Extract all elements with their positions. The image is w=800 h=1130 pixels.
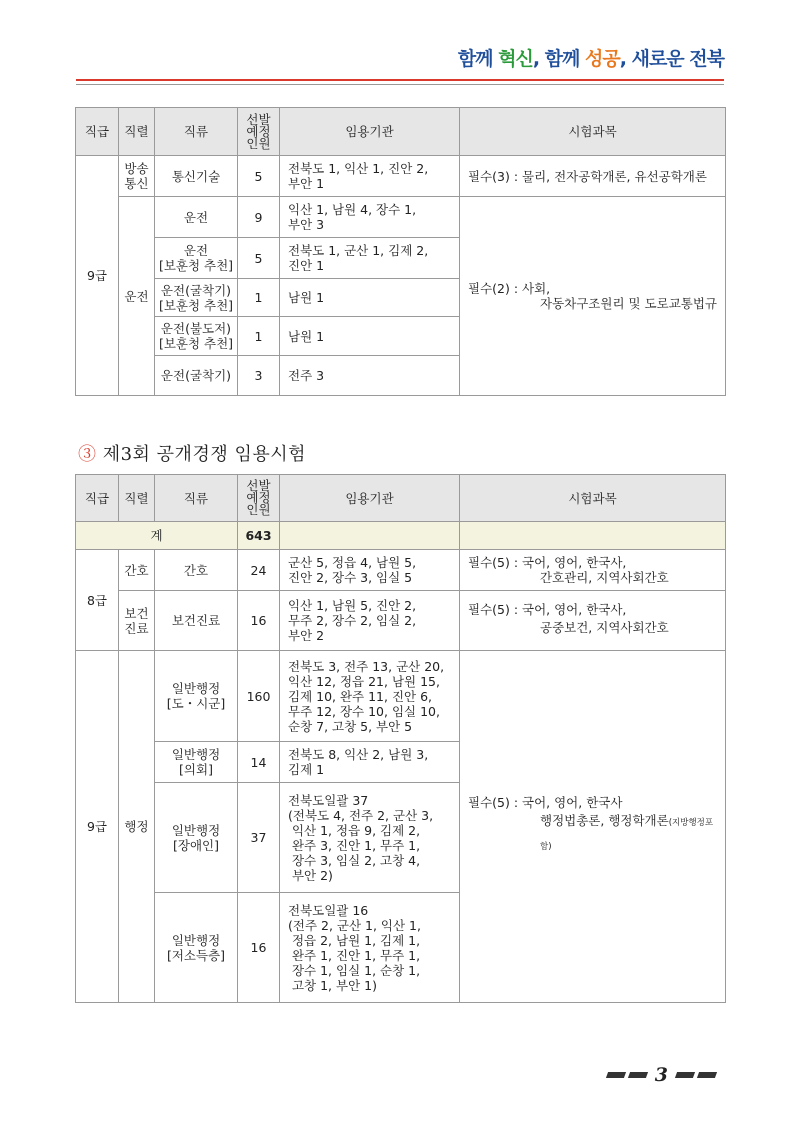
- count-cell: 16: [238, 591, 280, 651]
- org-cell: 전북도일괄 37 (전북도 4, 전주 2, 군산 3, 익산 1, 정읍 9, 김제 2, 완주 3, 진안 1, 무주 1, 장수 3, 임실 2, 고창 4, 부안 2): [280, 783, 460, 893]
- header-red-rule: [76, 79, 724, 81]
- header-subject: 시험과목: [460, 108, 726, 156]
- page-bar-decoration: [628, 1072, 648, 1078]
- org-cell: 전북도 3, 전주 13, 군산 20, 익산 12, 정읍 21, 남원 15, 김제 10, 완주 11, 진안 6, 무주 12, 장수 10, 임실 10, 순창 7, 고창 5, 부안 5: [280, 651, 460, 742]
- subject-cell: [460, 550, 726, 591]
- type-cell: 운전(굴착기) [보훈청 추천]: [155, 279, 238, 317]
- page-number: [605, 1064, 718, 1086]
- type-cell: 간호: [155, 550, 238, 591]
- series-cell: 운전: [119, 197, 155, 396]
- type-cell: 일반행정 [장애인]: [155, 783, 238, 893]
- subject-line: 필수(5) : 국어, 영어, 한국사,: [468, 555, 627, 570]
- type-cell: 보건진료: [155, 591, 238, 651]
- header-grade: 직급: [76, 475, 119, 522]
- type-cell: 일반행정 [의회]: [155, 742, 238, 783]
- count-cell: 24: [238, 550, 280, 591]
- count-cell: 9: [238, 197, 280, 238]
- header-type: 직류: [155, 475, 238, 522]
- header-series: 직렬: [119, 475, 155, 522]
- subject-cell: [460, 197, 726, 396]
- section-title: ③ 제3회 공개경쟁 임용시험: [78, 444, 306, 465]
- org-cell: 익산 1, 남원 5, 진안 2, 무주 2, 장수 2, 임실 2, 부안 2: [280, 591, 460, 651]
- total-subject: [460, 522, 726, 550]
- header-count: 선발 예정 인원: [238, 475, 280, 522]
- grade-cell: 9급: [76, 156, 119, 396]
- count-cell: 160: [238, 651, 280, 742]
- header-org: 임용기관: [280, 108, 460, 156]
- org-cell: 전북도 8, 익산 2, 남원 3, 김제 1: [280, 742, 460, 783]
- series-cell: 방송 통신: [119, 156, 155, 197]
- type-cell: 운전: [155, 197, 238, 238]
- grade-cell: 9급: [76, 651, 119, 1003]
- org-cell: 전북도 1, 군산 1, 김제 2, 진안 1: [280, 238, 460, 279]
- org-cell: 남원 1: [280, 317, 460, 356]
- header-grade: 직급: [76, 108, 119, 156]
- subject-cell: 필수(3) : 물리, 전자공학개론, 유선공학개론: [460, 156, 726, 197]
- subject-cell: [460, 591, 726, 651]
- org-cell: 익산 1, 남원 4, 장수 1, 부안 3: [280, 197, 460, 238]
- subject-line: 필수(5) : 국어, 영어, 한국사,: [468, 602, 627, 617]
- type-cell: 운전(불도저) [보훈청 추천]: [155, 317, 238, 356]
- header-subject: 시험과목: [460, 475, 726, 522]
- header-series: 직렬: [119, 108, 155, 156]
- count-cell: 5: [238, 238, 280, 279]
- exam-table-1: [75, 107, 726, 396]
- count-cell: 1: [238, 279, 280, 317]
- type-cell: 운전(굴착기): [155, 356, 238, 396]
- grade-cell: 8급: [76, 550, 119, 651]
- org-cell: 전북도일괄 16 (전주 2, 군산 1, 익산 1, 정읍 2, 남원 1, 김제 1, 완주 1, 진안 1, 무주 1, 장수 1, 임실 1, 순창 1, 고창 1, 부안 1): [280, 893, 460, 1003]
- total-count: 643: [238, 522, 280, 550]
- count-cell: 14: [238, 742, 280, 783]
- org-cell: 전주 3: [280, 356, 460, 396]
- subject-line: 필수(2) : 사회,: [468, 281, 551, 296]
- header-count: 선발 예정 인원: [238, 108, 280, 156]
- subject-line: 행정법총론, 행정학개론(지방행정포함): [540, 813, 714, 852]
- count-cell: 3: [238, 356, 280, 396]
- type-cell: 일반행정 [저소득층]: [155, 893, 238, 1003]
- header-type: 직류: [155, 108, 238, 156]
- org-cell: 전북도 1, 익산 1, 진안 2, 부안 1: [280, 156, 460, 197]
- org-cell: 남원 1: [280, 279, 460, 317]
- subject-cell: [460, 651, 726, 1003]
- type-cell: 운전 [보훈청 추천]: [155, 238, 238, 279]
- series-cell: 간호: [119, 550, 155, 591]
- count-cell: 1: [238, 317, 280, 356]
- type-cell: 일반행정 [도・시군]: [155, 651, 238, 742]
- page-bar-decoration: [675, 1072, 695, 1078]
- count-cell: 16: [238, 893, 280, 1003]
- subject-line: 공중보건, 지역사회간호: [540, 620, 669, 635]
- subject-line: 자동차구조원리 및 도로교통법규: [540, 296, 717, 311]
- total-label: 계: [76, 522, 238, 550]
- org-cell: 군산 5, 정읍 4, 남원 5, 진안 2, 장수 3, 임실 5: [280, 550, 460, 591]
- total-org: [280, 522, 460, 550]
- header-gray-rule: [76, 84, 724, 85]
- type-cell: 통신기술: [155, 156, 238, 197]
- slogan: 함께 혁신, 함께 성공, 새로운 전북: [457, 48, 724, 70]
- count-cell: 5: [238, 156, 280, 197]
- series-cell: 행정: [119, 651, 155, 1003]
- count-cell: 37: [238, 783, 280, 893]
- page-bar-decoration: [697, 1072, 717, 1078]
- subject-line: 간호관리, 지역사회간호: [540, 570, 669, 585]
- exam-table-2: [75, 474, 726, 1003]
- series-cell: 보건 진료: [119, 591, 155, 651]
- page-bar-decoration: [606, 1072, 626, 1078]
- header-org: 임용기관: [280, 475, 460, 522]
- page-number-text: 3: [654, 1064, 668, 1086]
- subject-line: 필수(5) : 국어, 영어, 한국사: [468, 795, 623, 810]
